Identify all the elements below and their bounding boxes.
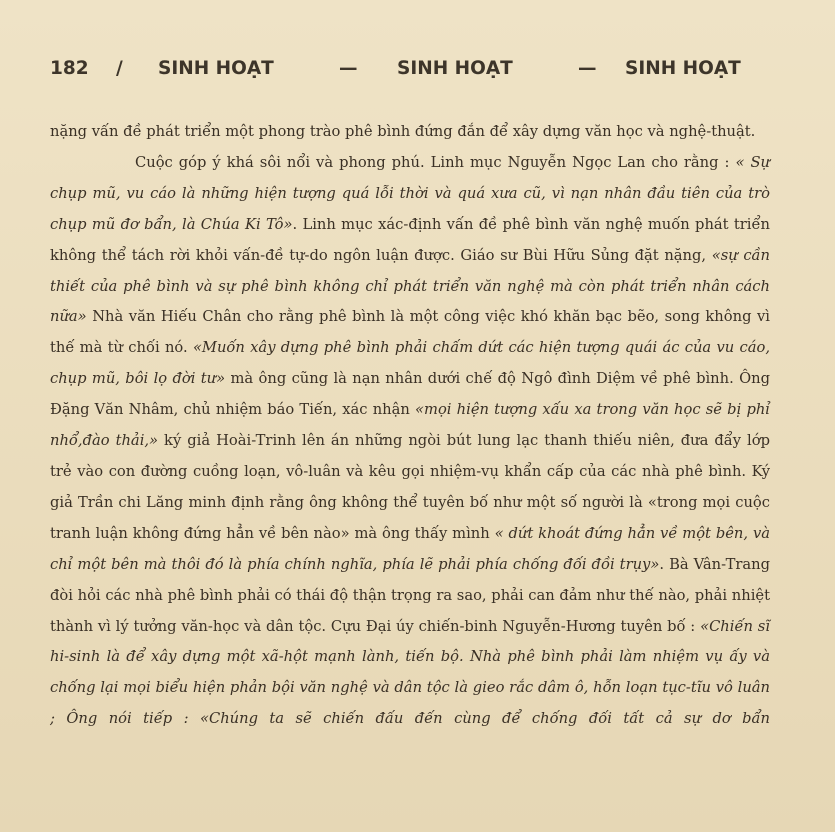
main-paragraph [50,148,770,735]
text-run: . Bà Vân-Trang đòi hỏi các nhà phê bình phải có thái độ thận trọng ra sao, phải can đảm như thế nào, phải nhiệt thành vì lý tưởng văn-học và dân tộc. Cựu Đại úy chiến-binh Nguyễn-Hương tuyên bố : [50,555,771,635]
text-run: mà ông cũng là nạn nhân dưới chế độ Ngô đình Diệm về phê bình. Ông Đặng Văn Nhâm, chủ nhiệm báo Tiến, xác nhận [50,370,771,419]
intro-paragraph: nặng vấn đề phát triển một phong trào phê bình đứng đắn để xây dựng văn học và nghệ-thuật. [50,123,756,140]
text-run: Nhà văn Hiếu Chân cho rằng phê bình là một công việc khó khăn bạc bẽo, song không vì thế mà từ chối nó. [50,308,770,357]
header-dash-1: — [339,58,358,79]
quote-nguyen-huong: «Chiến sĩ hi-sinh là để xây dựng một xã-hột mạnh lành, tiến bộ. Nhà phê bình phải làm nhiệm vụ ấy và chống lại mọi biểu hiện phản bội văn nghệ và dân tộc là gieo rắc dâm ô, hỗn loạn tục-tĩu vô luân ; Ông nói tiếp : «Chúng ta sẽ chiến đấu đến cùng để chống đối tất cả sự dơ bẩn [50,617,771,728]
text-run: ký giả Hoài-Trinh lên án những ngòi bút lung lạc thanh thiếu niên, đưa đẩy lớp trẻ vào con đường cuồng loạn, vô-luân và kêu gọi nhiệm-vụ khẩn cấp của các nhà phê bình. Ký giả Trần chi Lăng minh định rằng ông không thể tuyên bố như một số người là «trong mọi cuộc tranh luận không đứng hẳn về bên nào» mà ông thấy mình [50,432,770,542]
quote-tran-chi-lang: « dứt khoát đứng hẳn về một bên, và chỉ một bên mà thôi đó là phía chính nghĩa, phía lẽ phải phía chống đối đồi trụy» [50,524,770,573]
text-run: . Linh mục xác-định vấn đề phê bình văn nghệ muốn phát triển không thể tách rời khỏi vấn-đề tự-do ngôn luận được. Giáo sư Bùi Hữu Sủng đặt nặng, [50,215,770,264]
quote-bui-huu-sung: «sự cần thiết của phê bình và sự phê bình không chỉ phát triển văn nghệ mà còn phát triển nhân cách nữa» [50,246,770,326]
quote-dang-van-nham: «mọi hiện tượng xấu xa trong văn học sẽ bị phỉ nhổ,đào thải,» [50,401,771,450]
text-run: Cuộc góp ý khá sôi nổi và phong phú. Linh mục Nguyễn Ngọc Lan cho rằng : [135,153,736,171]
header-section-1: SINH HOẠT [158,58,274,79]
body-text [50,117,770,735]
running-header [50,58,770,82]
quote-nguyen-ngoc-lan: « Sự chụp mũ, vu cáo là những hiện tượng quá lỗi thời và quá xưa cũ, vì nạn nhân đầu tiên của trò chụp mũ đơ bẩn, là Chúa Ki Tô» [50,153,770,233]
header-section-2: SINH HOẠT [397,58,513,79]
page-number: 182 [50,58,89,79]
quote-hieu-chan: «Muốn xây dựng phê bình phải chấm dứt các hiện tượng quái ác của vu cáo, chụp mũ, bôi lọ đời tư» [50,339,770,388]
header-section-3: SINH HOẠT [625,58,741,79]
header-dash-2: — [578,58,597,79]
header-separator: / [116,58,123,79]
